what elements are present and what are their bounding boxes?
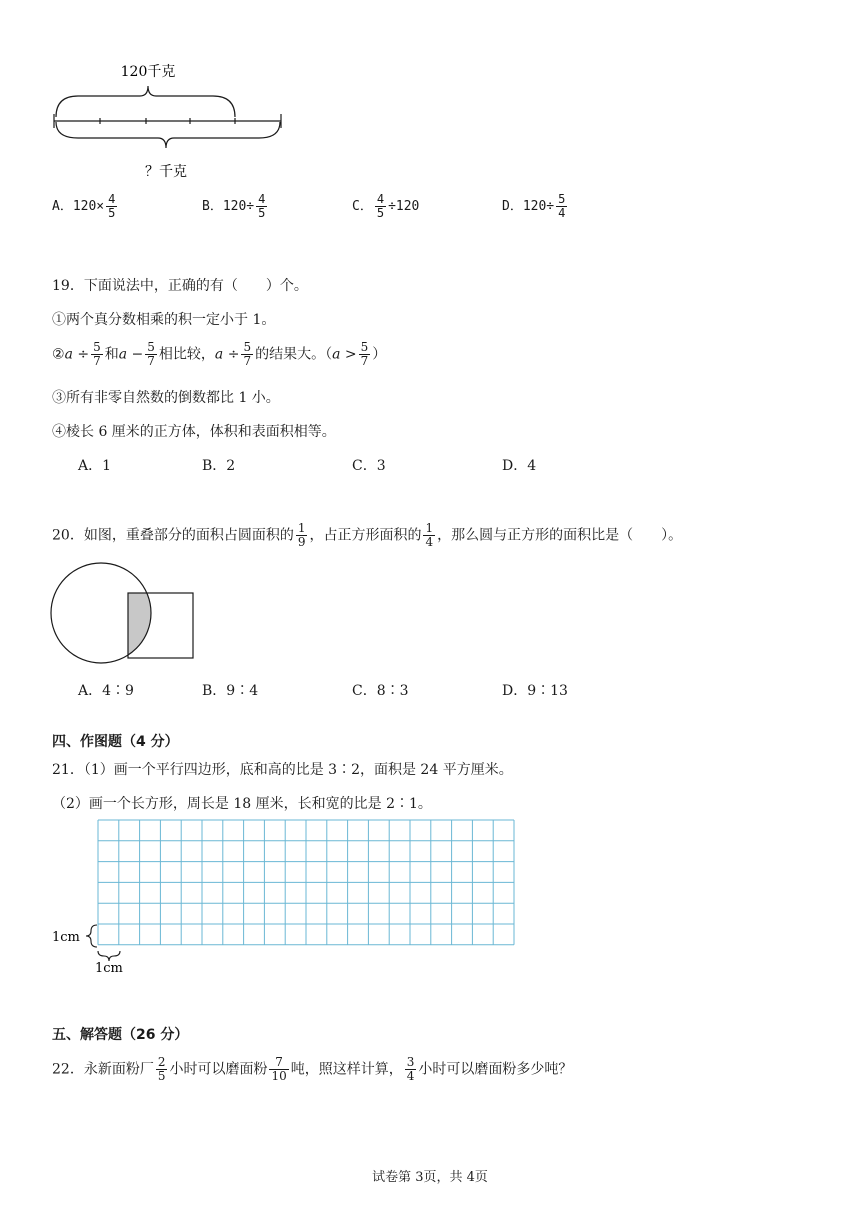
- fraction: $\frac{5}{7}$: [93, 340, 101, 368]
- horizontal-unit-label: 1cm: [95, 961, 123, 976]
- q19-statement-2: ②a ÷ $\frac{5}{7}$ 和a − $\frac{5}{7}$ 相比较，a ÷ $\frac{5}{7}$ 的结果大。（a > $\frac{5}{7}$ ）: [52, 340, 387, 368]
- q20-option-a[interactable]: A．4∶9: [78, 683, 134, 699]
- q18-option-c[interactable]: C． $\frac{4}{5}$ ÷120: [352, 192, 420, 220]
- q21-grid[interactable]: [48, 815, 528, 980]
- page-footer: 试卷第 3页，共 4页: [372, 1170, 488, 1185]
- horizontal-unit-brace: [98, 951, 120, 961]
- fraction: $\frac{4}{5}$: [108, 192, 116, 220]
- q19-statement-3: ③所有非零自然数的倒数都比 1 小。: [52, 390, 280, 406]
- fraction: $\frac{5}{7}$: [243, 340, 252, 368]
- q18-diagram: [48, 56, 288, 184]
- vertical-unit-brace: [86, 925, 97, 947]
- fraction: $\frac{4}{5}$: [258, 192, 266, 220]
- fraction: $\frac{5}{7}$: [360, 340, 369, 368]
- fraction: $\frac{1}{9}$: [297, 521, 306, 549]
- q18-option-b[interactable]: B．120÷ $\frac{4}{5}$: [202, 192, 266, 220]
- q20-option-b[interactable]: B．9∶4: [202, 683, 259, 699]
- q21-line-1: 21．（1）画一个平行四边形，底和高的比是 3∶2，面积是 24 平方厘米。: [52, 762, 513, 778]
- q19-option-a[interactable]: A．1: [78, 458, 112, 474]
- section-4-heading: 四、作图题（4 分）: [52, 734, 179, 750]
- fraction: $\frac{7}{10}$: [271, 1055, 287, 1083]
- q21-line-2: （2）画一个长方形，周长是 18 厘米，长和宽的比是 2∶1。: [52, 796, 432, 812]
- vertical-unit-label: 1cm: [52, 930, 80, 945]
- q19-option-d[interactable]: D．4: [502, 458, 537, 474]
- q19-statement-1: ①两个真分数相乘的积一定小于 1。: [52, 312, 276, 328]
- grid-lines: [98, 820, 514, 945]
- q18-top-label: 120千克: [120, 64, 176, 80]
- top-brace: [56, 86, 235, 117]
- fraction: $\frac{3}{4}$: [406, 1055, 415, 1083]
- q20-option-c[interactable]: C．8∶3: [352, 683, 409, 699]
- q18-option-a[interactable]: A．120× $\frac{4}{5}$: [52, 192, 116, 220]
- fraction: $\frac{1}{4}$: [425, 521, 434, 549]
- q20-option-d[interactable]: D．9∶13: [502, 683, 568, 699]
- q20-stem: 20．如图，重叠部分的面积占圆面积的 $\frac{1}{9}$ ，占正方形面积的 $\frac{1}{4}$ ，那么圆与正方形的面积比是（ ）。: [52, 521, 683, 549]
- q19-stem: 19．下面说法中，正确的有（ ）个。: [52, 278, 308, 294]
- q18-bottom-label: ？千克: [145, 164, 187, 180]
- fraction: $\frac{5}{4}$: [558, 192, 566, 220]
- q20-circle-square-figure: [48, 560, 208, 670]
- section-5-heading: 五、解答题（26 分）: [52, 1027, 189, 1043]
- q19-option-b[interactable]: B．2: [202, 458, 236, 474]
- fraction: $\frac{2}{5}$: [157, 1055, 166, 1083]
- fraction: $\frac{4}{5}$: [376, 192, 385, 220]
- q19-statement-4: ④棱长 6 厘米的正方体，体积和表面积相等。: [52, 424, 336, 440]
- q18-option-d[interactable]: D．120÷ $\frac{5}{4}$: [502, 192, 566, 220]
- q22-stem: 22．永新面粉厂 $\frac{2}{5}$ 小时可以磨面粉 $\frac{7}{10}$ 吨，照这样计算， $\frac{3}{4}$ 小时可以磨面粉多少吨？: [52, 1055, 573, 1083]
- fraction: $\frac{5}{7}$: [147, 340, 155, 368]
- bottom-brace: [56, 122, 280, 148]
- q19-option-c[interactable]: C．3: [352, 458, 386, 474]
